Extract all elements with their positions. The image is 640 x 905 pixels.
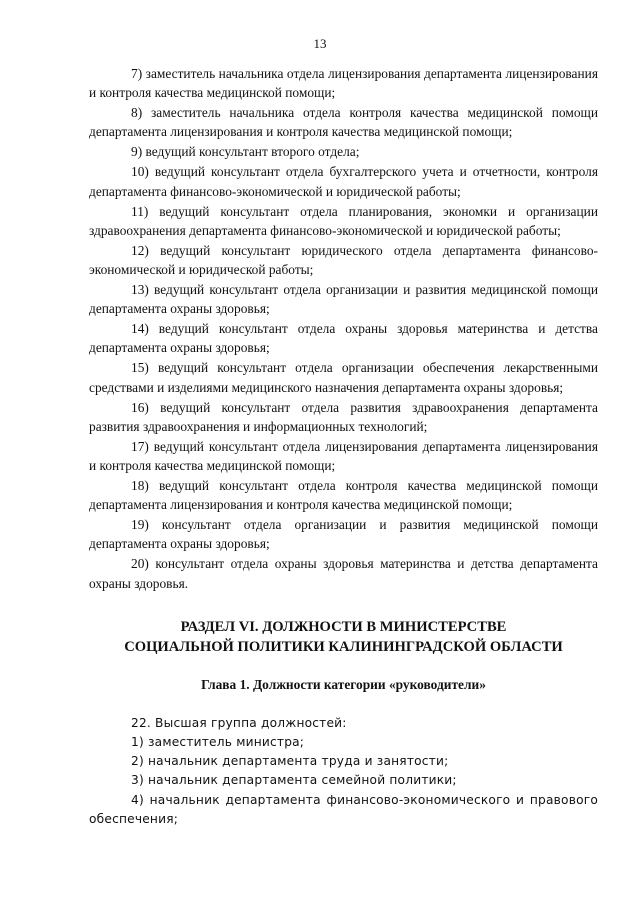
list-item: 14) ведущий консультант отдела охраны здоровья материнства и детства департамента охраны здоровья;: [89, 321, 598, 356]
list-item: 1) заместитель министра;: [131, 735, 305, 750]
section-heading-line-2: СОЦИАЛЬНОЙ ПОЛИТИКИ КАЛИНИНГРАДСКОЙ ОБЛАСТИ: [124, 638, 563, 655]
list-item: 10) ведущий консультант отдела бухгалтерского учета и отчетности, контроля департамента финансово-экономической и юридической работы;: [89, 164, 598, 199]
list-item: 12) ведущий консультант юридического отдела департамента финансово-экономической и юридической работы;: [89, 242, 598, 278]
list-item: 19) консультант отдела организации и развития медицинской помощи департамента охраны здоровья;: [89, 517, 598, 552]
list-item: 11) ведущий консультант отдела планирования, экономки и организации здравоохранения департамента финансово-экономической и юридической работы;: [89, 203, 598, 238]
list-item: 17) ведущий консультант отдела лицензирования департамента лицензирования и контроля качества медицинской помощи;: [89, 438, 598, 474]
list-item: 13) ведущий консультант отдела организации и развития медицинской помощи департамента охраны здоровья;: [89, 282, 598, 317]
list-item: 3) начальник департамента семейной политики;: [131, 773, 457, 788]
list-item: 16) ведущий консультант отдела развития здравоохранения департамента развития здравоохранения и информационных технологий;: [89, 399, 598, 434]
list-item: 2) начальник департамента труда и занятости;: [131, 754, 449, 769]
list-item: 15) ведущий консультант отдела организации обеспечения лекарственными средствами и изделиями медицинского назначения департамента охраны здоровья;: [89, 360, 598, 395]
list-item: 8) заместитель начальника отдела контроля качества медицинской помощи департамента лицензирования и контроля качества медицинской помощи;: [89, 105, 598, 140]
document-body: [89, 64, 598, 829]
list-item: 7) заместитель начальника отдела лицензирования департамента лицензирования и контроля качества медицинской помощи;: [89, 66, 598, 101]
page-number: 13: [313, 36, 327, 51]
list-item: 18) ведущий консультант отдела контроля качества медицинской помощи департамента лицензирования и контроля качества медицинской помощи;: [89, 478, 598, 513]
list-item: 4) начальник департамента финансово-экономического и правового обеспечения;: [89, 792, 598, 826]
section-heading-line-1: РАЗДЕЛ VI. ДОЛЖНОСТИ В МИНИСТЕРСТВЕ: [180, 618, 507, 635]
group-heading: 22. Высшая группа должностей:: [131, 715, 347, 730]
list-item: 9) ведущий консультант второго отдела;: [131, 144, 360, 160]
list-item: 20) консультант отдела охраны здоровья материнства и детства департамента охраны здоровья.: [89, 556, 598, 591]
section-heading: [89, 617, 598, 657]
chapter-heading: Глава 1. Должности категории «руководители»: [201, 676, 486, 692]
